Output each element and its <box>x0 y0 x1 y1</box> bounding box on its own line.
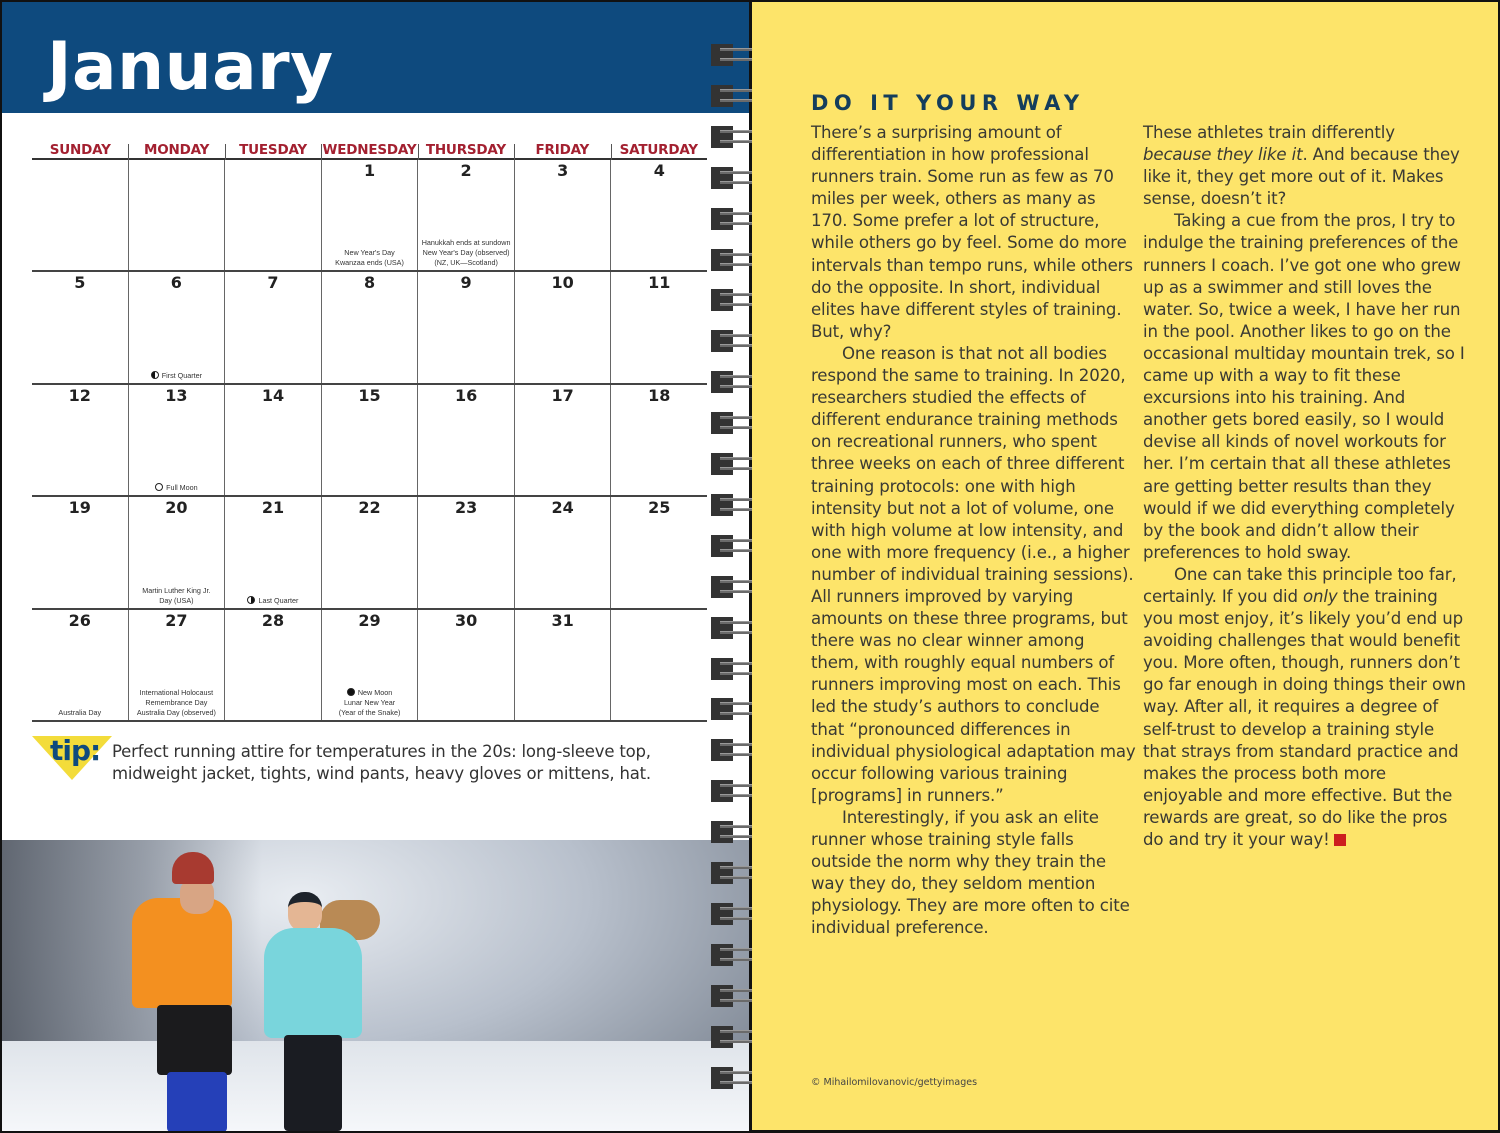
day-cell <box>417 497 514 607</box>
tip-text <box>112 741 651 785</box>
day-note <box>324 248 416 258</box>
day-note <box>131 708 223 718</box>
day-number: 19 <box>68 498 91 518</box>
moon-phase-new-icon <box>347 688 355 696</box>
day-cell <box>128 610 225 720</box>
calendar-week-row <box>32 385 707 497</box>
runner-man-tights <box>167 1072 227 1131</box>
article-paragraph <box>1143 564 1468 851</box>
day-note-text: Kwanzaa ends (USA) <box>335 258 404 268</box>
day-note-text: Martin Luther King Jr. <box>142 585 211 595</box>
day-notes <box>324 688 416 718</box>
day-notes <box>324 248 416 268</box>
day-notes <box>34 708 126 718</box>
runner-woman-head <box>288 892 322 932</box>
day-note <box>324 698 416 708</box>
day-cell <box>128 272 225 382</box>
day-note-text: Day (USA) <box>159 595 194 605</box>
article-paragraph <box>1143 210 1468 564</box>
calendar-weeks <box>32 160 707 722</box>
day-cell <box>321 272 418 382</box>
day-note-text: New Year's Day <box>344 248 395 258</box>
moon-phase-last-icon <box>247 596 255 604</box>
day-note <box>420 248 512 258</box>
tip-text-line-1: Perfect running attire for temperatures in the 20s: long-sleeve top, <box>112 742 651 761</box>
day-cell <box>417 272 514 382</box>
day-cell <box>417 160 514 270</box>
article-paragraph <box>811 807 1136 940</box>
day-number: 26 <box>68 610 91 630</box>
day-number: 30 <box>454 610 478 630</box>
day-note-text: (Year of the Snake) <box>338 707 401 717</box>
day-notes <box>131 371 223 381</box>
day-cell <box>514 272 611 382</box>
article-paragraph <box>811 122 1136 343</box>
weekday-monday: MONDAY <box>128 140 224 158</box>
month-calendar-grid <box>32 140 707 722</box>
day-note-text: International Holocaust <box>139 687 214 697</box>
paragraph-text: . And because they like it, they get more out of it. Makes sense, doesn’t it? <box>1143 145 1460 209</box>
empty-day-cell <box>32 160 128 270</box>
day-cell <box>610 497 707 607</box>
photo-snow-ground <box>2 1041 750 1131</box>
day-note-text: New Moon <box>357 687 393 697</box>
day-number: 7 <box>267 273 279 293</box>
day-note <box>324 708 416 718</box>
tip-text-line-2: midweight jacket, tights, wind pants, heavy gloves or mittens, hat. <box>112 764 651 783</box>
day-cell <box>321 610 418 720</box>
day-number: 22 <box>358 498 381 518</box>
article-column-2 <box>1143 122 1468 851</box>
weekday-friday: FRIDAY <box>514 140 610 158</box>
day-number: 25 <box>648 498 671 518</box>
day-note <box>34 708 126 718</box>
day-note <box>131 483 223 493</box>
runner-man-jacket <box>132 898 232 1008</box>
day-note <box>131 688 223 698</box>
moon-phase-full-icon <box>155 483 163 491</box>
calendar-page <box>2 2 750 1131</box>
tip-label: tip: <box>50 734 101 767</box>
day-note-text: Last Quarter <box>258 595 299 605</box>
day-note <box>420 238 512 248</box>
article-column-1 <box>811 122 1136 939</box>
weekday-wednesday: WEDNESDAY <box>322 142 417 158</box>
day-note <box>324 688 416 698</box>
day-number: 16 <box>454 385 478 405</box>
moon-phase-first-icon <box>151 371 159 379</box>
day-cell <box>32 497 128 607</box>
day-cell <box>610 272 707 382</box>
day-cell <box>32 272 128 382</box>
day-note <box>131 371 223 381</box>
day-number: 29 <box>358 610 381 630</box>
day-number: 15 <box>358 385 381 405</box>
day-cell <box>128 385 225 495</box>
day-cell <box>514 160 611 270</box>
calendar-week-row <box>32 610 707 722</box>
day-cell <box>321 385 418 495</box>
day-notes <box>227 596 319 606</box>
day-number: 27 <box>165 610 188 630</box>
day-number: 10 <box>551 273 574 293</box>
runner-man-hat <box>172 852 214 884</box>
day-number: 14 <box>261 385 285 405</box>
empty-day-cell <box>224 160 321 270</box>
paragraph-emphasis: because they like it <box>1143 145 1303 165</box>
day-cell <box>321 497 418 607</box>
day-note-text: Full Moon <box>166 483 198 493</box>
end-of-article-square-icon <box>1334 834 1346 846</box>
month-title: January <box>47 28 334 105</box>
day-number: 5 <box>74 273 86 293</box>
day-number: 9 <box>460 273 472 293</box>
day-number: 4 <box>653 161 665 180</box>
day-number: 12 <box>68 385 91 405</box>
day-notes <box>131 483 223 493</box>
day-note-text: Lunar New Year <box>343 697 396 707</box>
day-number: 11 <box>648 273 671 293</box>
day-note <box>324 258 416 268</box>
weekday-sunday: SUNDAY <box>49 142 111 158</box>
calendar-week-row <box>32 160 707 272</box>
article-page <box>752 2 1498 1130</box>
day-cell <box>224 272 321 382</box>
day-number: 18 <box>648 385 671 405</box>
paragraph-text: There’s a surprising amount of differentiation in how professional runners train. Some run as few as 70 miles per week, others as many as 170. Some prefer a lot of structure, while others go by feel. Some do more intervals than tempo runs, while others do the opposite. In short, individual elites have different styles of training. But, why? <box>811 123 1133 341</box>
day-note-text: Australia Day (observed) <box>136 707 216 717</box>
article-paragraph <box>1143 122 1468 210</box>
day-cell <box>610 160 707 270</box>
day-cell <box>417 610 514 720</box>
day-number: 17 <box>551 385 574 405</box>
weekday-thursday: THURSDAY <box>418 140 514 158</box>
day-note <box>131 596 223 606</box>
day-note <box>131 698 223 708</box>
day-note <box>131 586 223 596</box>
day-number: 13 <box>165 385 188 405</box>
day-number: 2 <box>460 161 472 180</box>
weekday-header-row <box>32 140 707 160</box>
calendar-week-row <box>32 497 707 609</box>
day-number: 21 <box>261 498 285 518</box>
runner-woman-jacket <box>264 928 362 1038</box>
day-notes <box>131 688 223 718</box>
day-number: 28 <box>261 610 285 630</box>
calendar-week-row <box>32 272 707 384</box>
day-number: 6 <box>170 273 182 293</box>
day-number: 31 <box>551 610 574 630</box>
day-number: 3 <box>557 161 569 180</box>
day-note <box>227 596 319 606</box>
weekday-saturday: SATURDAY <box>611 140 707 158</box>
runner-woman-leggings <box>284 1035 342 1131</box>
day-note-text: Hanukkah ends at sundown <box>421 238 511 248</box>
day-note-text: New Year's Day (observed) <box>422 248 510 258</box>
day-number: 1 <box>363 161 376 180</box>
day-cell <box>321 160 418 270</box>
article-paragraph <box>811 343 1136 807</box>
day-cell <box>514 385 611 495</box>
empty-day-cell <box>128 160 225 270</box>
day-number: 24 <box>551 498 574 518</box>
day-cell <box>32 385 128 495</box>
day-notes <box>131 586 223 606</box>
day-number: 23 <box>454 498 478 518</box>
weekday-tuesday: TUESDAY <box>225 140 321 158</box>
day-cell <box>128 497 225 607</box>
paragraph-text: One can take this principle too far, certainly. If you did <box>1143 564 1457 606</box>
day-cell <box>224 385 321 495</box>
day-number: 20 <box>165 498 188 518</box>
paragraph-text: the training you most enjoy, it’s likely you’d end up avoiding challenges that would benefit you. More often, though, runners don’t go far enough in doing things their own way. After all, it requires a degree of self-trust to develop a training style that strays from standard practice and makes the process both more enjoyable and more effective. But the rewards are great, so do like the pros do and try it your way! <box>1143 586 1466 849</box>
article-title: DO IT YOUR WAY <box>811 91 1085 115</box>
day-note-text: Australia Day <box>58 707 102 717</box>
day-cell <box>610 385 707 495</box>
paragraph-text: Interestingly, if you ask an elite runner whose training style falls outside the norm why they train the way they do, they seldom mention physiology. They are more often to cite individual preference. <box>811 807 1130 938</box>
winter-runners-photo <box>2 840 750 1131</box>
paragraph-text: One reason is that not all bodies respond the same to training. In 2020, researchers studied the effects of different endurance training methods on recreational runners, who spent three weeks on each of three different training protocols: one with high intensity but not a lot of volume, one with high volume at low intensity, and one with more frequency (i.e., a higher number of individual training sessions). All runners improved by varying amounts on these three programs, but there was no clear winner among them, with roughly equal numbers of runners improving most on each. This led the study’s authors to conclude that “pronounced differences in individual physiological adaptation may occur following various training [programs] in runners.” <box>811 343 1136 805</box>
day-note-text: (NZ, UK—Scotland) <box>434 258 498 268</box>
day-number: 8 <box>363 273 376 293</box>
day-cell <box>224 610 321 720</box>
day-cell <box>417 385 514 495</box>
photo-credit: © Mihailomilovanovic/gettyimages <box>811 1077 978 1088</box>
runner-man-shorts <box>157 1005 232 1075</box>
tip-badge <box>30 734 110 782</box>
day-notes <box>420 238 512 268</box>
tip-box <box>30 734 720 794</box>
day-note-text: First Quarter <box>161 370 203 380</box>
day-cell <box>514 610 611 720</box>
paragraph-emphasis: only <box>1303 586 1338 606</box>
day-note <box>420 258 512 268</box>
day-cell <box>514 497 611 607</box>
paragraph-text: Taking a cue from the pros, I try to indulge the training preferences of the runners I coach. I’ve got one who grew up as a swimmer and still loves the water. So, twice a week, I have her run in the pool. Another likes to go on the occasional multiday mountain trek, so I came up with a way to fit these excursions into his training. And another gets bored easily, so I would devise all kinds of novel workouts for her. I’m certain that all these athletes are getting better results than they would if we did everything completely by the book and didn’t allow their preferences to hold sway. <box>1143 211 1465 562</box>
month-banner <box>2 2 750 113</box>
day-note-text: Remembrance Day <box>145 697 208 707</box>
empty-day-cell <box>610 610 707 720</box>
day-cell <box>32 610 128 720</box>
paragraph-text: These athletes train differently <box>1143 123 1395 142</box>
day-cell <box>224 497 321 607</box>
